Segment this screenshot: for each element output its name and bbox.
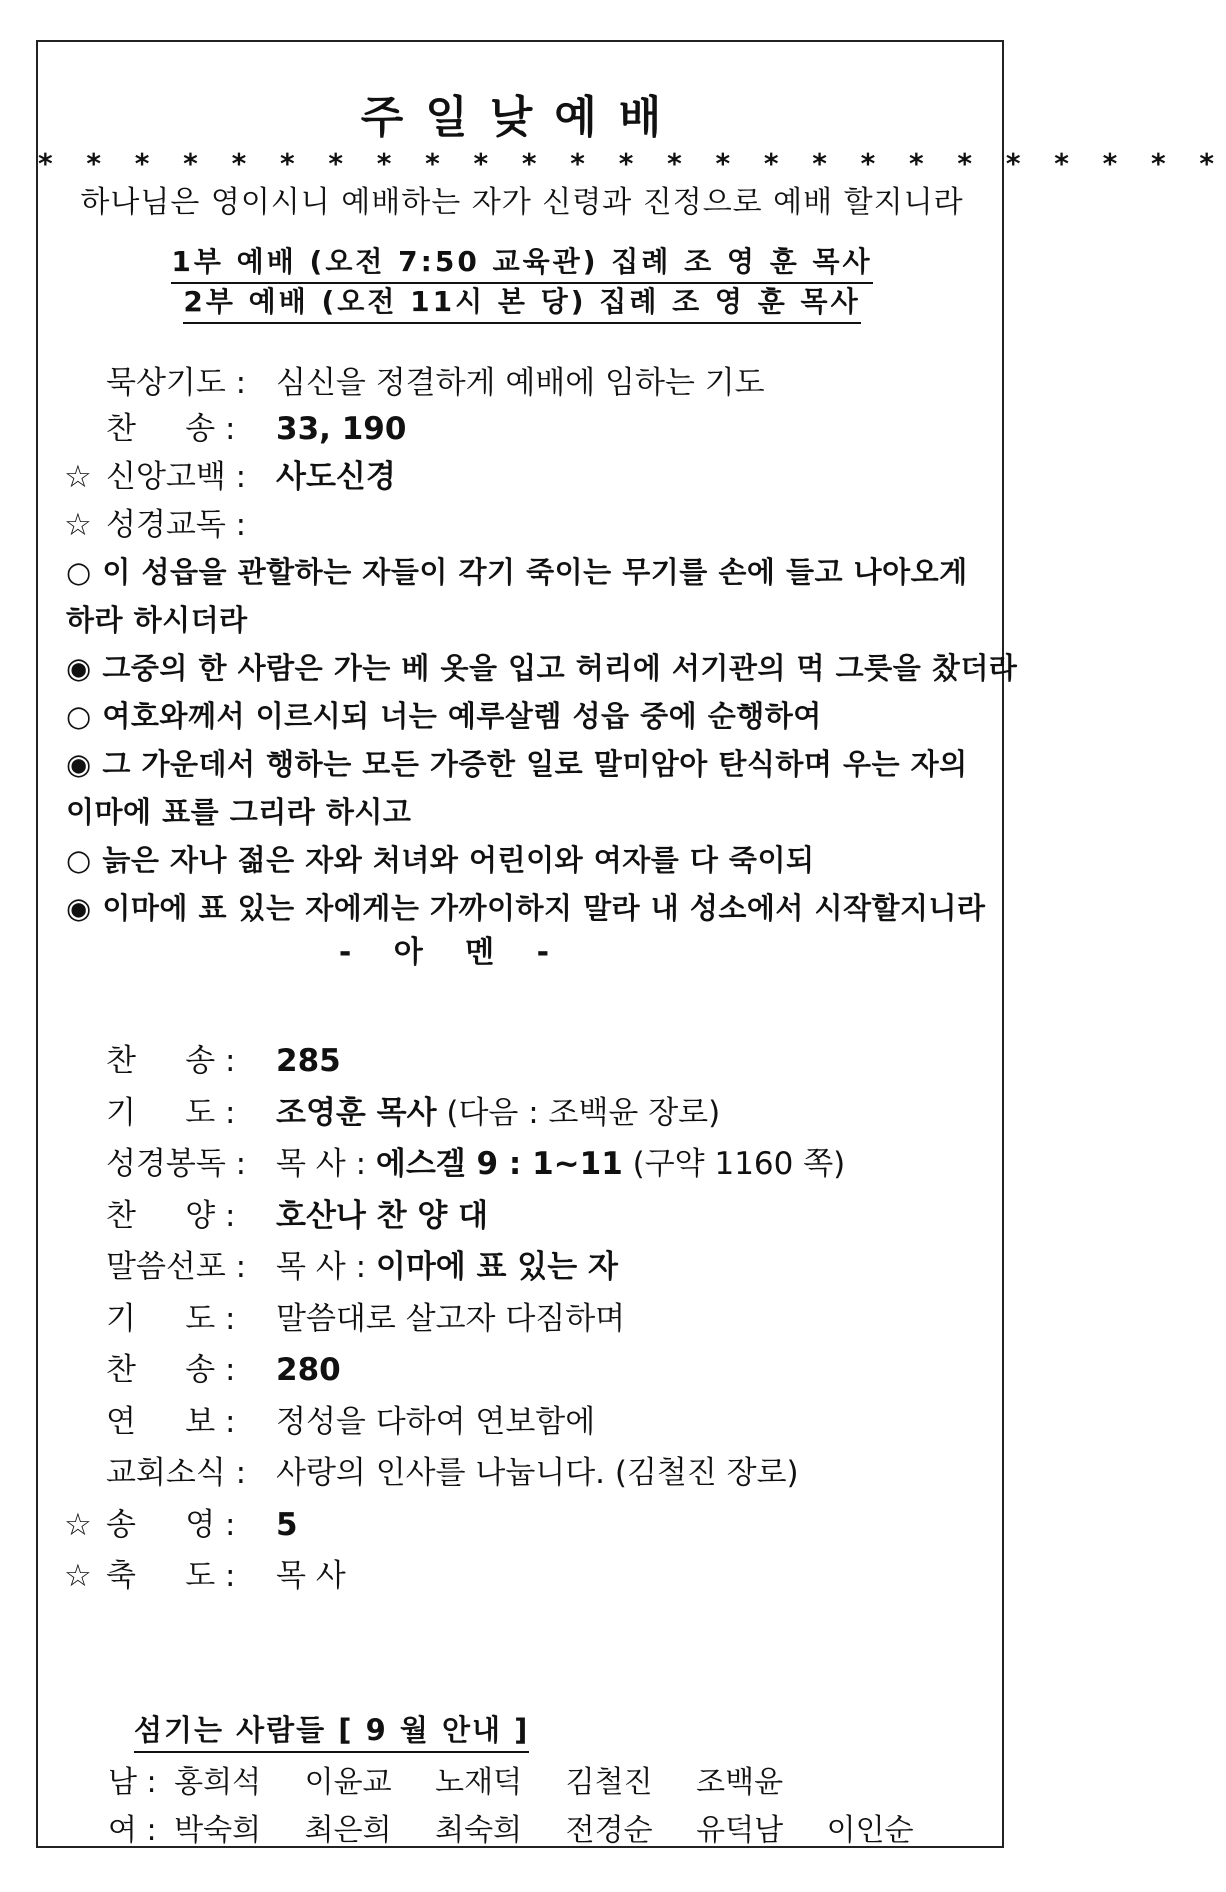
scripture-line: ○ 여호와께서 이르시되 너는 예루살렘 성읍 중에 순행하여 xyxy=(66,699,822,733)
scripture-line: ○ 늙은 자나 젊은 자와 처녀와 어린이와 여자를 다 죽이되 xyxy=(66,843,815,877)
scripture-line: 하라 하시더라 xyxy=(66,603,248,637)
value-emphasis: 에스겔 9 : 1~11 xyxy=(375,1146,623,1182)
value-prefix: 목 사 : xyxy=(276,1146,376,1182)
order-item-value xyxy=(276,1455,799,1491)
service-2: 2부 예배 (오전 11시 본 당) 집례 조 영 훈 목사 xyxy=(38,288,1006,316)
bulletin-frame xyxy=(36,40,1226,1848)
value-emphasis: 280 xyxy=(276,1352,341,1388)
order-item-label: 기 도 : xyxy=(106,1301,236,1337)
star-icon: ☆ xyxy=(64,507,92,543)
page-title: 주일낮예배 xyxy=(360,92,684,143)
usher-name: 조백윤 xyxy=(696,1765,784,1800)
order-item-value xyxy=(276,1146,846,1182)
value-emphasis: 호산나 찬 양 대 xyxy=(276,1198,489,1234)
value-text: 목 사 xyxy=(276,1558,346,1594)
usher-name: 최숙희 xyxy=(435,1813,523,1848)
order-item-label: 말씀선포 : xyxy=(106,1249,247,1285)
order-item-label: 축 도 : xyxy=(106,1558,236,1594)
responsive-reading-label: 성경교독 : xyxy=(106,507,247,543)
usher-name: 김철진 xyxy=(565,1765,653,1800)
star-icon: ☆ xyxy=(64,459,92,495)
hymn1-value: 33, 190 xyxy=(276,411,407,447)
value-emphasis: 5 xyxy=(276,1507,298,1543)
scripture-line: ◉ 그 가운데서 행하는 모든 가증한 일로 말미암아 탄식하며 우는 자의 xyxy=(66,747,968,781)
order-item-label: 송 영 : xyxy=(106,1507,236,1543)
order-item-label: 교회소식 : xyxy=(106,1455,247,1491)
order-item-value xyxy=(276,1352,341,1388)
value-text: (다음 : 조백윤 장로) xyxy=(436,1095,721,1131)
usher-name: 전경순 xyxy=(565,1813,653,1848)
stars-divider: * * * * * * * * * * * * * * * * * * * * * * * * * xyxy=(38,147,1226,180)
order-item-value xyxy=(276,1507,298,1543)
amen: - 아 멘 - xyxy=(338,935,566,970)
order-item-value xyxy=(276,1095,721,1131)
order-item-value xyxy=(276,1249,618,1285)
scripture-line: 이마에 표를 그리라 하시고 xyxy=(66,795,412,829)
usher-name: 이윤교 xyxy=(304,1765,392,1800)
value-emphasis: 조영훈 목사 xyxy=(276,1095,437,1131)
order-item-value xyxy=(276,1404,596,1440)
usher-name: 유덕남 xyxy=(696,1813,784,1848)
scripture-line: ○ 이 성읍을 관할하는 자들이 각기 죽이는 무기를 손에 들고 나아오게 xyxy=(66,555,968,589)
usher-name: 이인순 xyxy=(826,1813,914,1848)
men-label: 남 : xyxy=(108,1765,157,1800)
order-item-label: 찬 송 : xyxy=(106,1043,236,1079)
value-emphasis: 285 xyxy=(276,1043,341,1079)
motto: 하나님은 영이시니 예배하는 자가 신령과 진정으로 예배 할지니라 xyxy=(80,185,964,220)
silent-prayer-value: 심신을 정결하게 예배에 임하는 기도 xyxy=(276,365,765,401)
order-item-label: 찬 양 : xyxy=(106,1198,236,1234)
service-1: 1부 예배 (오전 7:50 교육관) 집례 조 영 훈 목사 xyxy=(38,248,1006,276)
value-emphasis: 이마에 표 있는 자 xyxy=(375,1249,618,1285)
order-item-value xyxy=(276,1558,346,1594)
star-icon: ☆ xyxy=(64,1507,92,1543)
creed-value: 사도신경 xyxy=(276,459,396,495)
women-label: 여 : xyxy=(108,1813,157,1848)
value-prefix: 목 사 : xyxy=(276,1249,376,1285)
hymn1-label: 찬 송 : xyxy=(106,411,236,447)
order-item-label: 연 보 : xyxy=(106,1404,236,1440)
order-item-value xyxy=(276,1198,489,1234)
silent-prayer-label: 묵상기도 : xyxy=(106,365,247,401)
usher-name: 최은희 xyxy=(304,1813,392,1848)
scripture-line: ◉ 그중의 한 사람은 가는 베 옷을 입고 허리에 서기관의 먹 그릇을 찼더라 xyxy=(66,651,1018,685)
order-item-value xyxy=(276,1043,341,1079)
order-item-label: 찬 송 : xyxy=(106,1352,236,1388)
star-icon: ☆ xyxy=(64,1558,92,1594)
value-text: 말씀대로 살고자 다짐하며 xyxy=(276,1301,626,1337)
value-text: 사랑의 인사를 나눕니다. (김철진 장로) xyxy=(276,1455,799,1491)
order-item-label: 성경봉독 : xyxy=(106,1146,247,1182)
value-text: 정성을 다하여 연보함에 xyxy=(276,1404,596,1440)
scripture-line: ◉ 이마에 표 있는 자에게는 가까이하지 말라 내 성소에서 시작할지니라 xyxy=(66,891,986,925)
ushers-men-row xyxy=(108,1765,817,1800)
usher-name: 홍희석 xyxy=(174,1765,262,1800)
creed-label: 신앙고백 : xyxy=(106,459,247,495)
order-item-value xyxy=(276,1301,626,1337)
ushers-title: 섬기는 사람들 [ 9 월 안내 ] xyxy=(134,1716,529,1745)
value-text: (구약 1160 쪽) xyxy=(622,1146,846,1182)
order-item-label: 기 도 : xyxy=(106,1095,236,1131)
usher-name: 박숙희 xyxy=(174,1813,262,1848)
ushers-women-row xyxy=(108,1813,948,1848)
usher-name: 노재덕 xyxy=(435,1765,523,1800)
